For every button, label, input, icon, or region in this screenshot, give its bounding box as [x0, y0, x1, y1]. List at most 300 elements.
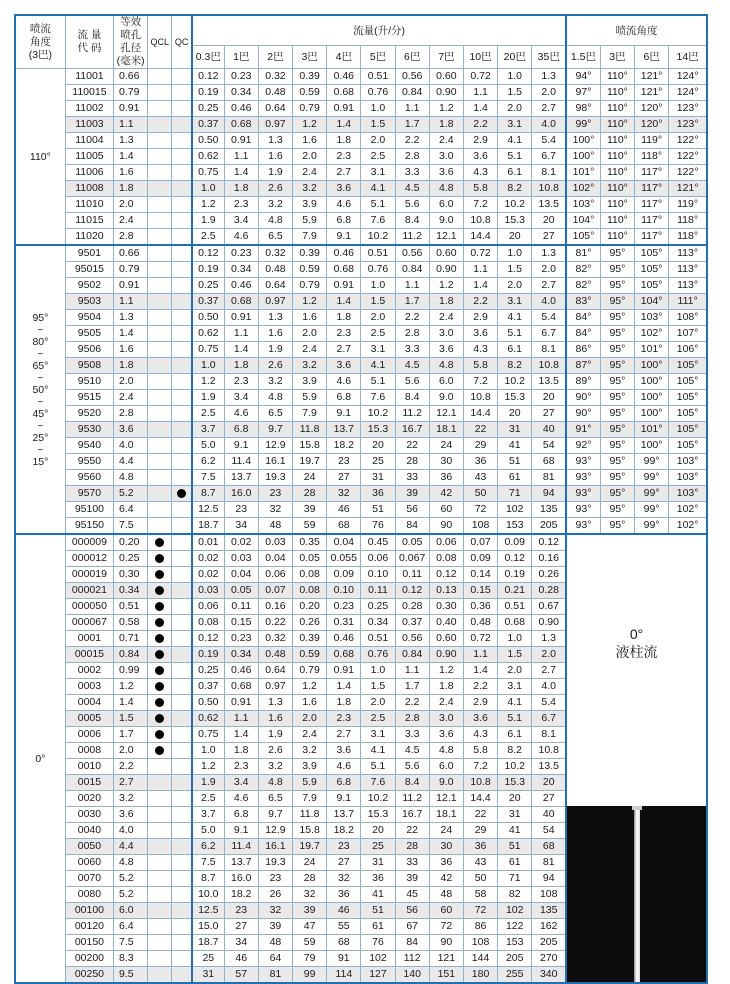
flow-value: 8.2 — [498, 743, 532, 759]
flow-value: 10.2 — [361, 791, 395, 807]
qcl-cell — [148, 759, 172, 775]
flow-value: 32 — [327, 871, 361, 887]
qc-cell — [172, 454, 192, 470]
orifice-diameter: 1.1 — [114, 117, 148, 133]
flow-value: 1.2 — [192, 374, 224, 390]
spray-angle-value: 117° — [635, 213, 669, 229]
flow-value: 2.2 — [463, 294, 497, 310]
flow-value: 340 — [532, 967, 566, 984]
flow-value: 15.0 — [192, 919, 224, 935]
flow-code: 0040 — [65, 823, 113, 839]
qc-cell — [172, 374, 192, 390]
flow-value: 86 — [463, 919, 497, 935]
spray-angle-value: 95° — [600, 342, 634, 358]
solid-stream-photo — [567, 806, 706, 982]
spray-angle-value: 121° — [635, 69, 669, 85]
flow-value: 153 — [498, 935, 532, 951]
qcl-cell — [148, 775, 172, 791]
flow-value: 0.68 — [224, 117, 258, 133]
flow-value: 0.76 — [361, 85, 395, 101]
flow-value: 46 — [224, 951, 258, 967]
flow-value: 0.62 — [192, 326, 224, 342]
flow-value: 0.15 — [463, 583, 497, 599]
spray-angle-value: 95° — [600, 486, 634, 502]
flow-value: 13.5 — [532, 374, 566, 390]
spray-angle-value: 105° — [635, 278, 669, 294]
flow-code: 0060 — [65, 855, 113, 871]
qcl-cell — [148, 839, 172, 855]
flow-code: 0020 — [65, 791, 113, 807]
spray-angle-value: 99° — [635, 518, 669, 535]
flow-value: 3.6 — [463, 326, 497, 342]
qcl-available-dot-icon — [155, 730, 164, 739]
flow-value: 19.7 — [293, 454, 327, 470]
qcl-cell — [148, 695, 172, 711]
flow-value: 59 — [293, 518, 327, 535]
flow-value: 3.6 — [327, 181, 361, 197]
flow-code: 9504 — [65, 310, 113, 326]
flow-value: 5.0 — [192, 823, 224, 839]
flow-value: 20 — [361, 823, 395, 839]
flow-value: 0.25 — [192, 663, 224, 679]
flow-value: 94 — [532, 486, 566, 502]
qc-cell — [172, 839, 192, 855]
flow-value: 46 — [327, 502, 361, 518]
qcl-cell — [148, 149, 172, 165]
flow-value: 1.8 — [327, 133, 361, 149]
flow-value: 0.91 — [327, 101, 361, 117]
qc-cell — [172, 711, 192, 727]
flow-value: 8.2 — [498, 181, 532, 197]
flow-value: 3.0 — [429, 326, 463, 342]
qcl-cell — [148, 967, 172, 984]
flow-value: 11.2 — [395, 406, 429, 422]
flow-value: 108 — [463, 518, 497, 535]
flow-value: 0.62 — [192, 149, 224, 165]
qcl-cell — [148, 310, 172, 326]
flow-value: 8.7 — [192, 871, 224, 887]
flow-value: 56 — [395, 903, 429, 919]
flow-value: 2.5 — [192, 406, 224, 422]
flow-value: 1.0 — [192, 181, 224, 197]
flow-value: 2.5 — [361, 711, 395, 727]
flow-value: 0.23 — [327, 599, 361, 615]
flow-code: 9560 — [65, 470, 113, 486]
orifice-diameter: 0.20 — [114, 534, 148, 551]
flow-value: 59 — [293, 935, 327, 951]
flow-value: 3.6 — [429, 727, 463, 743]
flow-code: 11006 — [65, 165, 113, 181]
flow-value: 34 — [224, 518, 258, 535]
flow-value: 0.51 — [361, 631, 395, 647]
flow-value: 1.0 — [498, 245, 532, 262]
flow-value: 13.5 — [532, 759, 566, 775]
spray-angle-value: 113° — [669, 278, 707, 294]
flow-value: 3.9 — [293, 759, 327, 775]
flow-value: 1.0 — [361, 278, 395, 294]
flow-value: 68 — [532, 454, 566, 470]
spray-angle-value: 110° — [600, 197, 634, 213]
orifice-diameter: 1.6 — [114, 342, 148, 358]
table-row — [15, 85, 707, 101]
flow-value: 25 — [361, 839, 395, 855]
header-angle-pressure-3: 14巴 — [669, 46, 707, 69]
table-row — [15, 470, 707, 486]
flow-value: 2.4 — [429, 133, 463, 149]
flow-value: 11.4 — [224, 454, 258, 470]
flow-value: 27 — [224, 919, 258, 935]
qcl-cell — [148, 823, 172, 839]
orifice-diameter: 2.8 — [114, 229, 148, 246]
flow-value: 1.5 — [361, 679, 395, 695]
flow-value: 82 — [498, 887, 532, 903]
spray-angle-value: 92° — [566, 438, 600, 454]
header-pressure-5: 5巴 — [361, 46, 395, 69]
flow-value: 3.2 — [258, 374, 292, 390]
header-spray-angle-3bar: 喷流 角度 (3巴) — [15, 15, 65, 69]
flow-value: 0.15 — [224, 615, 258, 631]
orifice-diameter: 4.8 — [114, 855, 148, 871]
flow-value: 5.6 — [395, 759, 429, 775]
flow-code: 0004 — [65, 695, 113, 711]
spray-angle-value: 100° — [566, 149, 600, 165]
orifice-diameter: 3.6 — [114, 807, 148, 823]
flow-value: 26 — [258, 887, 292, 903]
flow-value: 4.8 — [258, 390, 292, 406]
flow-value: 2.6 — [258, 358, 292, 374]
flow-value: 3.4 — [224, 775, 258, 791]
flow-code: 11001 — [65, 69, 113, 85]
qcl-cell — [148, 679, 172, 695]
flow-value: 0.37 — [192, 117, 224, 133]
qc-cell — [172, 390, 192, 406]
flow-value: 41 — [498, 438, 532, 454]
spray-angle-value: 120° — [635, 117, 669, 133]
flow-value: 6.7 — [532, 711, 566, 727]
flow-value: 5.9 — [293, 390, 327, 406]
flow-value: 5.4 — [532, 133, 566, 149]
flow-value: 9.7 — [258, 807, 292, 823]
flow-code: 00150 — [65, 935, 113, 951]
flow-value: 4.6 — [224, 229, 258, 246]
flow-value: 4.1 — [361, 181, 395, 197]
table-row — [15, 486, 707, 502]
flow-value: 51 — [498, 454, 532, 470]
flow-value: 25 — [361, 454, 395, 470]
flow-value: 3.1 — [498, 679, 532, 695]
flow-value: 4.8 — [429, 743, 463, 759]
flow-value: 4.5 — [395, 358, 429, 374]
spray-angle-value: 110° — [600, 85, 634, 101]
flow-value: 39 — [293, 502, 327, 518]
flow-value: 0.23 — [224, 245, 258, 262]
flow-value: 8.7 — [192, 486, 224, 502]
flow-value: 0.90 — [429, 85, 463, 101]
flow-value: 1.3 — [258, 133, 292, 149]
orifice-diameter: 9.5 — [114, 967, 148, 984]
flow-value: 1.5 — [498, 85, 532, 101]
flow-value: 0.37 — [192, 679, 224, 695]
flow-value: 16.1 — [258, 839, 292, 855]
header-pressure-1: 1巴 — [224, 46, 258, 69]
flow-value: 2.0 — [293, 326, 327, 342]
orifice-diameter: 0.71 — [114, 631, 148, 647]
flow-value: 68 — [327, 935, 361, 951]
flow-value: 1.2 — [429, 278, 463, 294]
spray-angle-value: 99° — [635, 486, 669, 502]
flow-value: 84 — [395, 518, 429, 535]
header-qcl: QCL — [148, 15, 172, 69]
flow-value: 0.19 — [192, 647, 224, 663]
flow-value: 4.0 — [532, 294, 566, 310]
flow-value: 0.59 — [293, 262, 327, 278]
spray-angle-value: 111° — [669, 294, 707, 310]
flow-value: 5.1 — [498, 711, 532, 727]
spray-angle-value: 95° — [600, 502, 634, 518]
flow-value: 43 — [463, 855, 497, 871]
qc-cell — [172, 583, 192, 599]
flow-value: 48 — [258, 935, 292, 951]
flow-code: 00015 — [65, 647, 113, 663]
flow-value: 4.6 — [224, 406, 258, 422]
flow-value: 7.9 — [293, 229, 327, 246]
flow-value: 1.0 — [192, 743, 224, 759]
flow-value: 6.0 — [429, 759, 463, 775]
flow-value: 6.2 — [192, 839, 224, 855]
flow-value: 0.91 — [327, 663, 361, 679]
flow-value: 3.9 — [293, 197, 327, 213]
qc-cell — [172, 871, 192, 887]
flow-value: 9.7 — [258, 422, 292, 438]
flow-value: 0.21 — [498, 583, 532, 599]
orifice-diameter: 7.5 — [114, 518, 148, 535]
flow-value: 31 — [498, 422, 532, 438]
flow-value: 1.4 — [224, 165, 258, 181]
orifice-diameter: 0.34 — [114, 583, 148, 599]
flow-code: 9515 — [65, 390, 113, 406]
flow-value: 0.12 — [192, 69, 224, 85]
flow-value: 19.7 — [293, 839, 327, 855]
flow-value: 1.4 — [463, 101, 497, 117]
flow-value: 3.1 — [498, 117, 532, 133]
flow-value: 0.10 — [361, 567, 395, 583]
flow-value: 0.12 — [429, 567, 463, 583]
flow-value: 1.0 — [498, 69, 532, 85]
flow-value: 3.4 — [224, 213, 258, 229]
flow-value: 1.1 — [463, 647, 497, 663]
flow-value: 28 — [293, 871, 327, 887]
flow-value: 23 — [258, 486, 292, 502]
flow-value: 4.3 — [463, 342, 497, 358]
qc-cell — [172, 855, 192, 871]
qc-cell — [172, 775, 192, 791]
flow-value: 0.51 — [498, 599, 532, 615]
flow-value: 3.0 — [429, 711, 463, 727]
flow-value: 1.1 — [224, 711, 258, 727]
flow-value: 0.39 — [293, 245, 327, 262]
spray-angle-value: 95° — [600, 454, 634, 470]
qcl-cell — [148, 454, 172, 470]
flow-value: 2.2 — [395, 133, 429, 149]
orifice-diameter: 0.91 — [114, 101, 148, 117]
flow-value: 0.14 — [463, 567, 497, 583]
qcl-cell — [148, 406, 172, 422]
header-angle-pressure-2: 6巴 — [635, 46, 669, 69]
flow-value: 0.50 — [192, 695, 224, 711]
flow-code: 00120 — [65, 919, 113, 935]
table-row — [15, 422, 707, 438]
spray-angle-value: 102° — [669, 518, 707, 535]
spray-angle-value: 95° — [600, 470, 634, 486]
table-row — [15, 278, 707, 294]
flow-code: 9503 — [65, 294, 113, 310]
flow-value: 1.0 — [498, 631, 532, 647]
flow-value: 15.3 — [361, 422, 395, 438]
flow-value: 11.2 — [395, 229, 429, 246]
flow-value: 0.067 — [395, 551, 429, 567]
flow-code: 000012 — [65, 551, 113, 567]
spray-angle-value: 118° — [669, 229, 707, 246]
spray-angle-value: 105° — [669, 390, 707, 406]
flow-value: 7.2 — [463, 759, 497, 775]
flow-value: 4.1 — [498, 133, 532, 149]
flow-value: 1.7 — [395, 294, 429, 310]
flow-value: 39 — [258, 919, 292, 935]
flow-value: 0.39 — [293, 631, 327, 647]
spray-angle-value: 81° — [566, 245, 600, 262]
flow-value: 6.1 — [498, 727, 532, 743]
flow-value: 1.0 — [361, 663, 395, 679]
flow-value: 68 — [532, 839, 566, 855]
spray-angle-value: 93° — [566, 454, 600, 470]
flow-value: 0.72 — [463, 245, 497, 262]
flow-value: 22 — [395, 823, 429, 839]
flow-code: 0003 — [65, 679, 113, 695]
flow-value: 4.6 — [327, 197, 361, 213]
flow-value: 2.5 — [361, 326, 395, 342]
qc-cell — [172, 470, 192, 486]
qcl-cell — [148, 727, 172, 743]
orifice-diameter: 0.79 — [114, 262, 148, 278]
spray-angle-value: 95° — [600, 262, 634, 278]
flow-value: 79 — [293, 951, 327, 967]
qcl-cell — [148, 711, 172, 727]
flow-value: 36 — [361, 486, 395, 502]
flow-value: 6.8 — [224, 807, 258, 823]
flow-value: 41 — [498, 823, 532, 839]
table-row — [15, 374, 707, 390]
table-row — [15, 342, 707, 358]
flow-value: 1.8 — [429, 679, 463, 695]
flow-value: 47 — [293, 919, 327, 935]
flow-value: 1.6 — [258, 326, 292, 342]
flow-value: 4.6 — [327, 374, 361, 390]
flow-value: 0.46 — [327, 69, 361, 85]
flow-value: 0.68 — [327, 647, 361, 663]
header-pressure-9: 20巴 — [498, 46, 532, 69]
spray-angle-value: 95° — [600, 245, 634, 262]
flow-value: 30 — [429, 454, 463, 470]
flow-value: 0.08 — [192, 615, 224, 631]
flow-value: 0.64 — [258, 663, 292, 679]
spray-angle-value: 108° — [669, 310, 707, 326]
flow-value: 2.8 — [395, 149, 429, 165]
flow-value: 0.09 — [463, 551, 497, 567]
flow-value: 6.5 — [258, 406, 292, 422]
flow-value: 4.1 — [361, 743, 395, 759]
spray-angle-value: 102° — [635, 326, 669, 342]
qcl-available-dot-icon — [155, 538, 164, 547]
orifice-diameter: 5.2 — [114, 887, 148, 903]
flow-value: 61 — [361, 919, 395, 935]
flow-value: 71 — [498, 871, 532, 887]
flow-value: 0.79 — [293, 663, 327, 679]
qc-cell — [172, 903, 192, 919]
flow-value: 3.6 — [327, 358, 361, 374]
flow-value: 33 — [395, 855, 429, 871]
qc-cell — [172, 919, 192, 935]
flow-value: 1.7 — [395, 679, 429, 695]
flow-value: 81 — [532, 855, 566, 871]
spray-angle-value: 87° — [566, 358, 600, 374]
flow-value: 2.2 — [463, 117, 497, 133]
spray-angle-value: 118° — [635, 149, 669, 165]
flow-value: 41 — [361, 887, 395, 903]
orifice-diameter: 1.4 — [114, 695, 148, 711]
flow-value: 0.20 — [293, 599, 327, 615]
qcl-cell — [148, 534, 172, 551]
spray-angle-value: 95° — [600, 518, 634, 535]
qcl-cell — [148, 615, 172, 631]
flow-value: 0.02 — [192, 567, 224, 583]
header-pressure-8: 10巴 — [463, 46, 497, 69]
flow-value: 0.12 — [192, 245, 224, 262]
flow-value: 31 — [192, 967, 224, 984]
flow-value: 51 — [498, 839, 532, 855]
flow-value: 2.8 — [395, 326, 429, 342]
flow-code: 00100 — [65, 903, 113, 919]
flow-value: 10.8 — [463, 775, 497, 791]
flow-value: 24 — [293, 855, 327, 871]
flow-value: 1.1 — [395, 101, 429, 117]
flow-value: 33 — [395, 470, 429, 486]
flow-value: 68 — [327, 518, 361, 535]
qcl-cell — [148, 855, 172, 871]
qcl-available-dot-icon — [155, 570, 164, 579]
flow-value: 1.3 — [532, 631, 566, 647]
spray-angle-value: 110° — [600, 165, 634, 181]
flow-value: 1.4 — [327, 294, 361, 310]
flow-value: 3.9 — [293, 374, 327, 390]
qcl-cell — [148, 663, 172, 679]
flow-value: 0.02 — [192, 551, 224, 567]
qc-cell — [172, 438, 192, 454]
flow-value: 15.8 — [293, 438, 327, 454]
flow-value: 1.9 — [258, 165, 292, 181]
qc-cell — [172, 551, 192, 567]
flow-value: 205 — [498, 951, 532, 967]
qc-cell — [172, 310, 192, 326]
flow-value: 0.08 — [293, 583, 327, 599]
flow-code: 0008 — [65, 743, 113, 759]
flow-value: 2.4 — [429, 310, 463, 326]
orifice-diameter: 1.8 — [114, 358, 148, 374]
spray-angle-value: 100° — [635, 406, 669, 422]
flow-value: 0.59 — [293, 85, 327, 101]
flow-value: 10.2 — [498, 197, 532, 213]
flow-value: 1.6 — [258, 149, 292, 165]
flow-code: 9501 — [65, 245, 113, 262]
